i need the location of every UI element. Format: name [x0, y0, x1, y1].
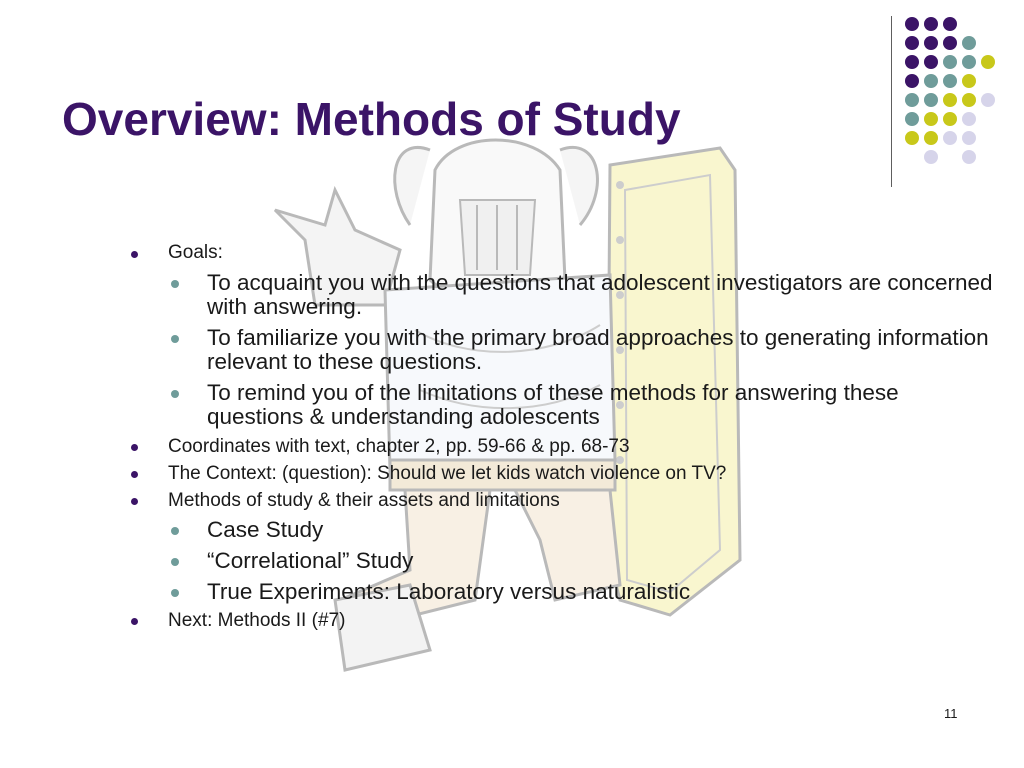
dot [962, 93, 976, 107]
bullet-marker [131, 498, 138, 505]
dot [943, 131, 957, 145]
dot [943, 36, 957, 50]
bullet-marker [131, 471, 138, 478]
dot [943, 17, 957, 31]
sub-bullet-goal-3: To remind you of the limitations of these methods for answering these questions & understanding adolescents [207, 380, 899, 429]
dot [981, 55, 995, 69]
dot [905, 112, 919, 126]
dot [924, 74, 938, 88]
dot [905, 55, 919, 69]
sub-bullet-marker [171, 280, 179, 288]
bullet-next: Next: Methods II (#7) [168, 610, 346, 631]
bullet-marker [131, 618, 138, 625]
dot [943, 112, 957, 126]
dot [924, 36, 938, 50]
dot [924, 112, 938, 126]
sub-bullet-marker [171, 558, 179, 566]
sub-bullet-true-experiments: True Experiments: Laboratory versus naturalistic [207, 579, 691, 604]
divider-line [891, 16, 892, 187]
bullet-coordinates: Coordinates with text, chapter 2, pp. 59-66 & pp. 68-73 [168, 436, 630, 457]
dot [943, 74, 957, 88]
sub-bullet-goal-2: To familiarize you with the primary broad approaches to generating information relevant to these questions. [207, 325, 989, 374]
dot [905, 17, 919, 31]
bullet-marker [131, 251, 138, 258]
dot [962, 150, 976, 164]
bullet-goals: Goals: [168, 242, 223, 263]
page-number: 11 [944, 706, 958, 721]
bullet-methods: Methods of study & their assets and limitations [168, 490, 560, 511]
slide-title: Overview: Methods of Study [62, 93, 681, 145]
dot [943, 93, 957, 107]
dot [905, 74, 919, 88]
dot [924, 93, 938, 107]
bullet-marker [131, 444, 138, 451]
sub-bullet-marker [171, 527, 179, 535]
dot [905, 93, 919, 107]
sub-bullet-marker [171, 390, 179, 398]
dot [905, 36, 919, 50]
dot [962, 55, 976, 69]
sub-bullet-correlational-study: “Correlational” Study [207, 548, 414, 573]
dot [962, 74, 976, 88]
dot [962, 112, 976, 126]
dot [924, 55, 938, 69]
dot [962, 131, 976, 145]
dot [981, 93, 995, 107]
dot [924, 131, 938, 145]
sub-bullet-marker [171, 335, 179, 343]
dot-grid-decoration-icon [900, 12, 1020, 172]
dot [924, 17, 938, 31]
dot [943, 55, 957, 69]
sub-bullet-marker [171, 589, 179, 597]
sub-bullet-case-study: Case Study [207, 517, 324, 542]
dot [924, 150, 938, 164]
sub-bullet-goal-1: To acquaint you with the questions that adolescent investigators are concerned with answering. [207, 270, 993, 319]
dot [962, 36, 976, 50]
dot [905, 131, 919, 145]
bullet-context: The Context: (question): Should we let kids watch violence on TV? [168, 463, 727, 484]
